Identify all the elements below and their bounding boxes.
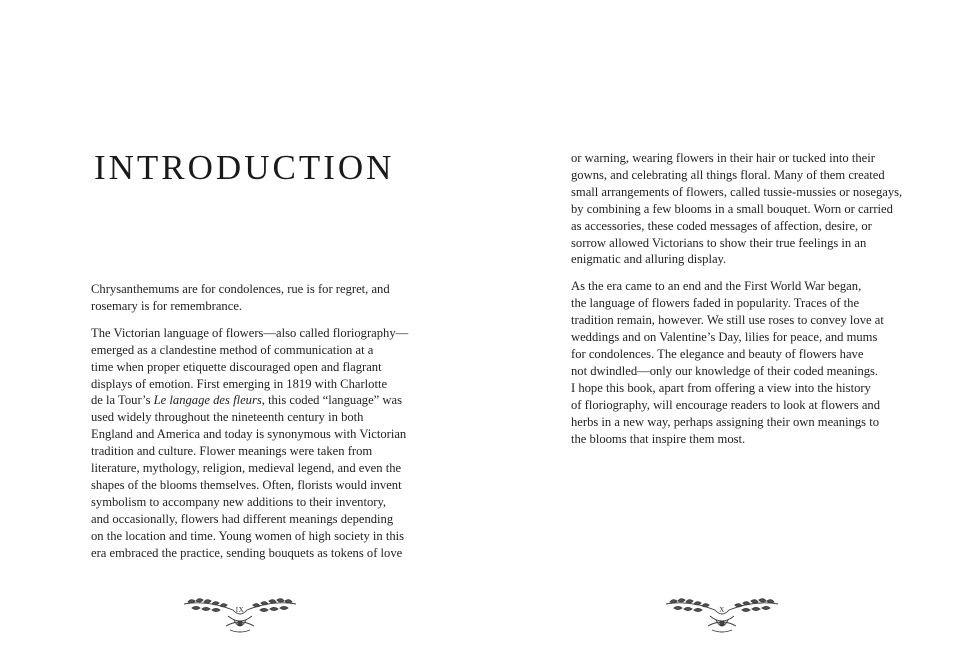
text-line <box>91 392 411 409</box>
text-line: displays of emotion. First emerging in 1819 with Charlotte <box>91 376 388 391</box>
text-segment: de la Tour’s <box>91 393 154 408</box>
text-line: as accessories, these coded messages of affection, desire, or <box>571 218 872 233</box>
paragraph-1 <box>571 150 903 268</box>
page-number: X <box>719 606 725 614</box>
book-title: Le langage des fleurs <box>153 393 262 408</box>
text-line: literature, mythology, religion, medieval legend, and even the <box>91 461 402 476</box>
text-line: symbolism to accompany new additions to their inventory, <box>91 494 387 509</box>
text-line: England and America and today is synonymous with Victorian <box>91 427 407 442</box>
text-line: the blooms that inspire them most. <box>571 431 746 446</box>
page-footer-ornament <box>178 596 302 636</box>
text-line: The Victorian language of flowers—also called floriography— <box>91 325 409 340</box>
paragraph-2 <box>571 278 891 447</box>
text-line: Chrysanthemums are for condolences, rue is for regret, and <box>91 282 390 296</box>
text-line: shapes of the blooms themselves. Often, florists would invent <box>91 477 402 492</box>
paragraph-1 <box>91 281 411 315</box>
text-line: small arrangements of flowers, called tussie-mussies or nosegays, <box>571 184 903 199</box>
text-line: by combining a few blooms in a small bouquet. Worn or carried <box>571 201 893 216</box>
paragraph-2 <box>91 325 411 562</box>
text-line: rosemary is for remembrance. <box>91 298 243 313</box>
right-page <box>490 0 980 653</box>
page-number: IX <box>235 606 245 614</box>
text-line: or warning, wearing flowers in their hair or tucked into their <box>571 151 875 165</box>
right-body-text <box>571 150 903 457</box>
text-segment: , this coded “language” was <box>261 393 402 408</box>
text-line: tradition and culture. Flower meanings were taken from <box>91 444 373 459</box>
text-line: used widely throughout the nineteenth century in both <box>91 410 364 425</box>
text-line: emerged as a clandestine method of communication at a <box>91 342 374 357</box>
text-line: weddings and on Valentine’s Day, lilies for peace, and mums <box>571 330 878 345</box>
laurel-wreath-icon <box>660 596 784 636</box>
text-line: not dwindled—only our knowledge of their coded meanings. <box>571 363 879 378</box>
text-line: enigmatic and alluring display. <box>571 252 727 267</box>
text-line: and occasionally, flowers had different meanings depending <box>91 511 394 526</box>
text-line: on the location and time. Young women of high society in this <box>91 528 405 543</box>
text-line: of floriography, will encourage readers to look at flowers and <box>571 397 881 412</box>
text-line: tradition remain, however. We still use roses to convey love at <box>571 313 884 328</box>
text-line: for condolences. The elegance and beauty of flowers have <box>571 346 864 361</box>
text-line: the language of flowers faded in popularity. Traces of the <box>571 296 860 311</box>
laurel-wreath-icon <box>178 596 302 636</box>
text-line: sorrow allowed Victorians to show their true feelings in an <box>571 235 867 250</box>
left-body-text <box>91 281 411 572</box>
text-line: era embraced the practice, sending bouquets as tokens of love <box>91 545 403 560</box>
text-line: gowns, and celebrating all things floral. Many of them created <box>571 167 885 182</box>
text-line: As the era came to an end and the First World War began, <box>571 279 862 294</box>
page-footer-ornament <box>660 596 784 636</box>
text-line: I hope this book, apart from offering a view into the history <box>571 380 871 395</box>
text-line: herbs in a new way, perhaps assigning their own meanings to <box>571 414 880 429</box>
chapter-title: INTRODUCTION <box>94 148 395 187</box>
text-line: time when proper etiquette discouraged open and flagrant <box>91 359 382 374</box>
